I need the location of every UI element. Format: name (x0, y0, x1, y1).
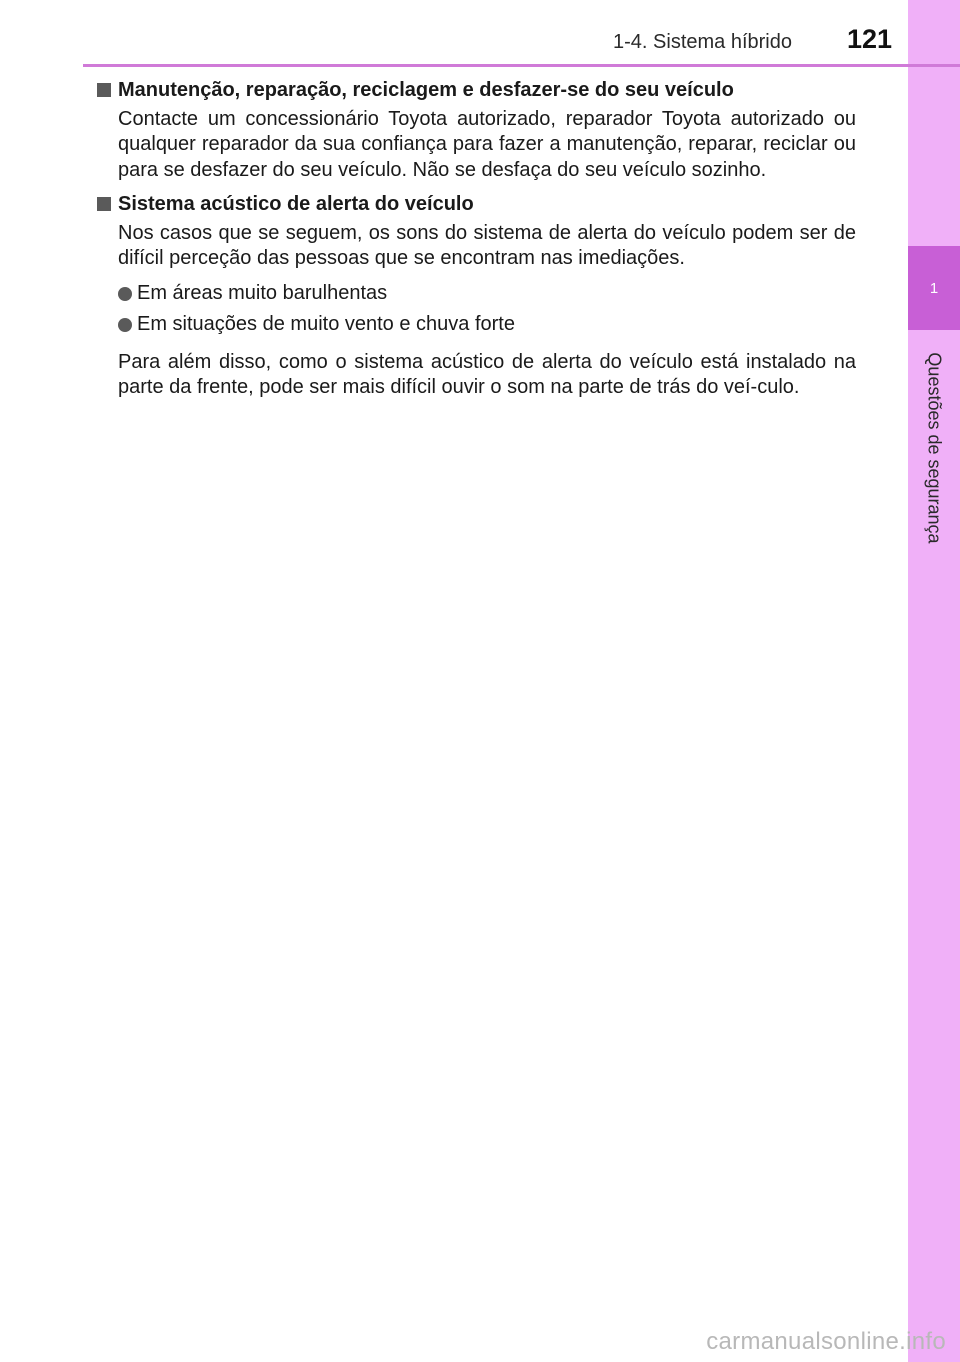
alert-system-paragraph: Nos casos que se seguem, os sons do sistema de alerta do veículo podem ser de difícil perceção das pessoas que se encontram nas imediações. (118, 221, 856, 269)
round-bullet-icon (118, 287, 132, 301)
page-content (96, 78, 856, 410)
side-tab-strip (908, 0, 960, 1362)
maintenance-paragraph: Contacte um concessionário Toyota autorizado, reparador Toyota autorizado ou qualquer reparador da sua confiança para fazer a manutenção, reparar, reciclar ou para se desfazer do seu veículo. Não se desfaça do seu veículo sozinho. (118, 107, 856, 181)
section-title: 1-4. Sistema híbrido (613, 31, 792, 53)
round-bullet-icon (118, 318, 132, 332)
heading-text: Sistema acústico de alerta do veículo (118, 193, 474, 215)
header-divider (83, 64, 960, 67)
chapter-number: 1 (929, 279, 939, 297)
heading-text: Manutenção, reparação, reciclagem e desfazer-se do seu veículo (118, 79, 734, 101)
square-bullet-icon (97, 197, 111, 211)
chapter-title-vertical: Questões de segurança (924, 352, 945, 544)
chapter-number-tab (908, 246, 960, 330)
page-number: 121 (846, 24, 892, 54)
list-item-text: Em situações de muito vento e chuva forte (137, 313, 515, 335)
watermark: carmanualsonline.info (706, 1328, 946, 1355)
list-item (118, 312, 856, 338)
square-bullet-icon (97, 83, 111, 97)
section-heading-maintenance (96, 78, 856, 104)
alert-system-closing-paragraph: Para além disso, como o sistema acústico de alerta do veículo está instalado na parte da frente, pode ser mais difícil ouvir o som na parte de trás do veí-culo. (118, 350, 856, 398)
list-item-text: Em áreas muito barulhentas (137, 281, 388, 304)
section-heading-alert-system (96, 192, 856, 218)
list-item (118, 281, 856, 307)
